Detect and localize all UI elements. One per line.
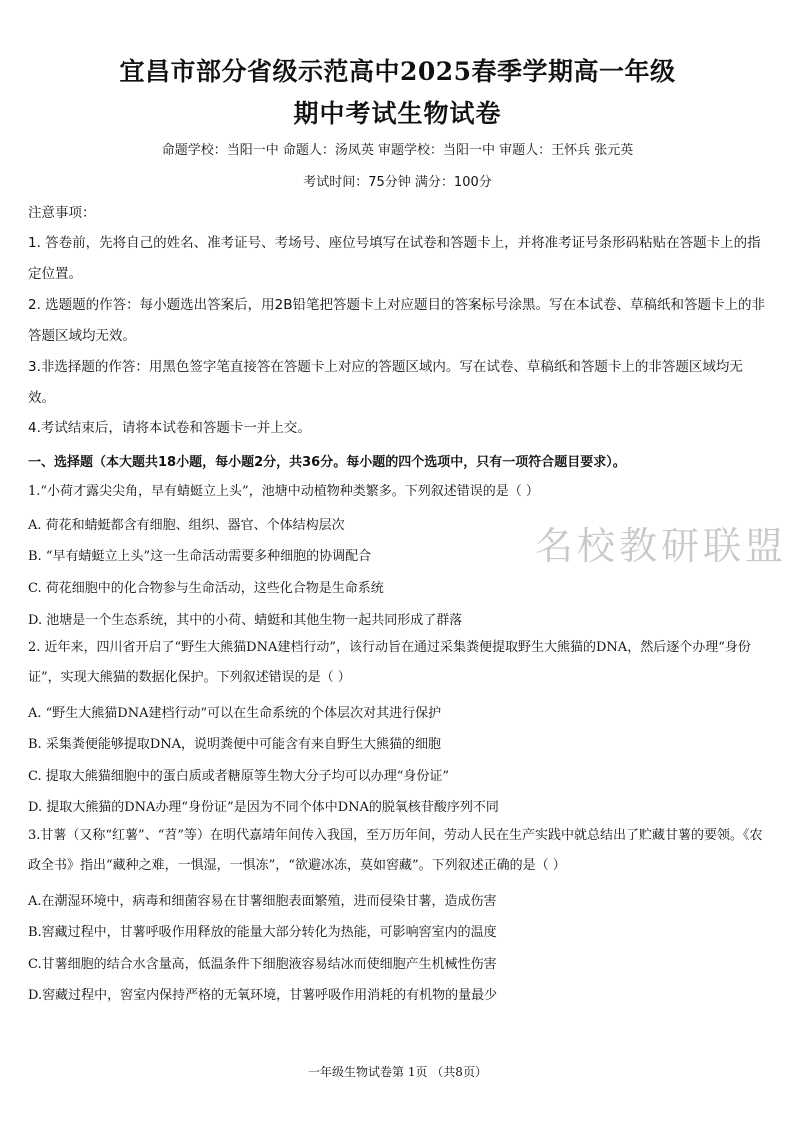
question-2-option-a: A. “野生大熊猫DNA建档行动”可以在生命系统的个体层次对其进行保护 [28,706,442,721]
question-1-option-b: B. “早有蜻蜓立上头”这一生命活动需要多种细胞的协调配合 [28,549,372,564]
question-1-stem: 1.“小荷才露尖尖角，早有蜻蜓立上头”，池塘中动植物种类繁多。下列叙述错误的是（ ） [28,484,539,499]
notice-item-1: 1. 答卷前，先将自己的姓名、准考证号、考场号、座位号填写在试卷和答题卡上，并将准考证号条形码粘贴在答题卡上的指定位置。 [28,235,761,282]
question-1-option-c: C. 荷花细胞中的化合物参与生命活动，这些化合物是生命系统 [28,581,384,596]
question-3-option-d: D.窖藏过程中，窖室内保持严格的无氧环境，甘薯呼吸作用消耗的有机物的量最少 [28,988,498,1003]
exam-title-line1: 宜昌市部分省级示范高中2025春季学期高一年级 [119,57,676,86]
question-3-option-b: B.窖藏过程中，甘薯呼吸作用释放的能量大部分转化为热能，可影响窖室内的温度 [28,925,497,940]
question-3-stem: 3.甘薯（又称“红薯”、“苕”等）在明代嘉靖年间传入我国，至万历年间，劳动人民在生产实践中就总结出了贮藏甘薯的要领。《农政全书》指出“藏种之难，一惧湿，一惧冻”，“欲避冰冻，莫如窖藏”。下列叙述正确的是（ ） [28,828,763,873]
question-2-option-c: C. 提取大熊猫细胞中的蛋白质或者糖原等生物大分子均可以办理“身份证” [28,769,450,784]
section-heading-choice: 一、选择题（本大题共18小题，每小题2分，共36分。每小题的四个选项中，只有一项符合题目要求）。 [28,455,626,470]
notice-item-3: 3.非选择题的作答：用黑色签字笔直接答在答题卡上对应的答题区域内。写在试卷、草稿纸和答题卡上的非答题区域均无效。 [28,359,743,406]
question-2-option-b: B. 采集粪便能够提取DNA，说明粪便中可能含有来自野生大熊猫的细胞 [28,737,442,752]
question-2-stem: 2. 近年来，四川省开启了“野生大熊猫DNA建档行动”，该行动旨在通过采集粪便提取野生大熊猫的DNA，然后逐个办理“身份证”，实现大熊猫的数据化保护。下列叙述错误的是（ ） [28,640,751,685]
question-1-option-a: A. 荷花和蜻蜓都含有细胞、组织、器官、个体结构层次 [28,518,345,533]
watermark: 名校教研联盟 [535,524,788,568]
exam-title-line2: 期中考试生物试卷 [293,99,502,128]
question-2-option-d: D. 提取大熊猫的DNA办理“身份证”是因为不同个体中DNA的脱氧核苷酸序列不同 [28,800,499,815]
question-3-option-c: C.甘薯细胞的结合水含量高，低温条件下细胞液容易结冰而使细胞产生机械性伤害 [28,957,497,972]
exam-time-score: 考试时间：75分钟 满分：100分 [303,175,492,190]
exam-authors: 命题学校：当阳一中 命题人：汤凤英 审题学校：当阳一中 审题人：王怀兵 张元英 [161,143,634,158]
notice-heading: 注意事项： [28,205,96,221]
notice-item-4: 4.考试结束后，请将本试卷和答题卡一并上交。 [28,420,311,436]
question-1-option-d: D. 池塘是一个生态系统，其中的小荷、蜻蜓和其他生物一起共同形成了群落 [28,613,463,628]
page-footer: 一年级生物试卷第 1页 （共8页） [308,1065,487,1079]
question-3-option-a: A.在潮湿环境中，病毒和细菌容易在甘薯细胞表面繁殖，进而侵染甘薯，造成伤害 [28,894,497,909]
notice-item-2: 2. 选题题的作答：每小题选出答案后，用2B铅笔把答题卡上对应题目的答案标号涂黑。写在本试卷、草稿纸和答题卡上的非答题区域均无效。 [28,297,766,344]
